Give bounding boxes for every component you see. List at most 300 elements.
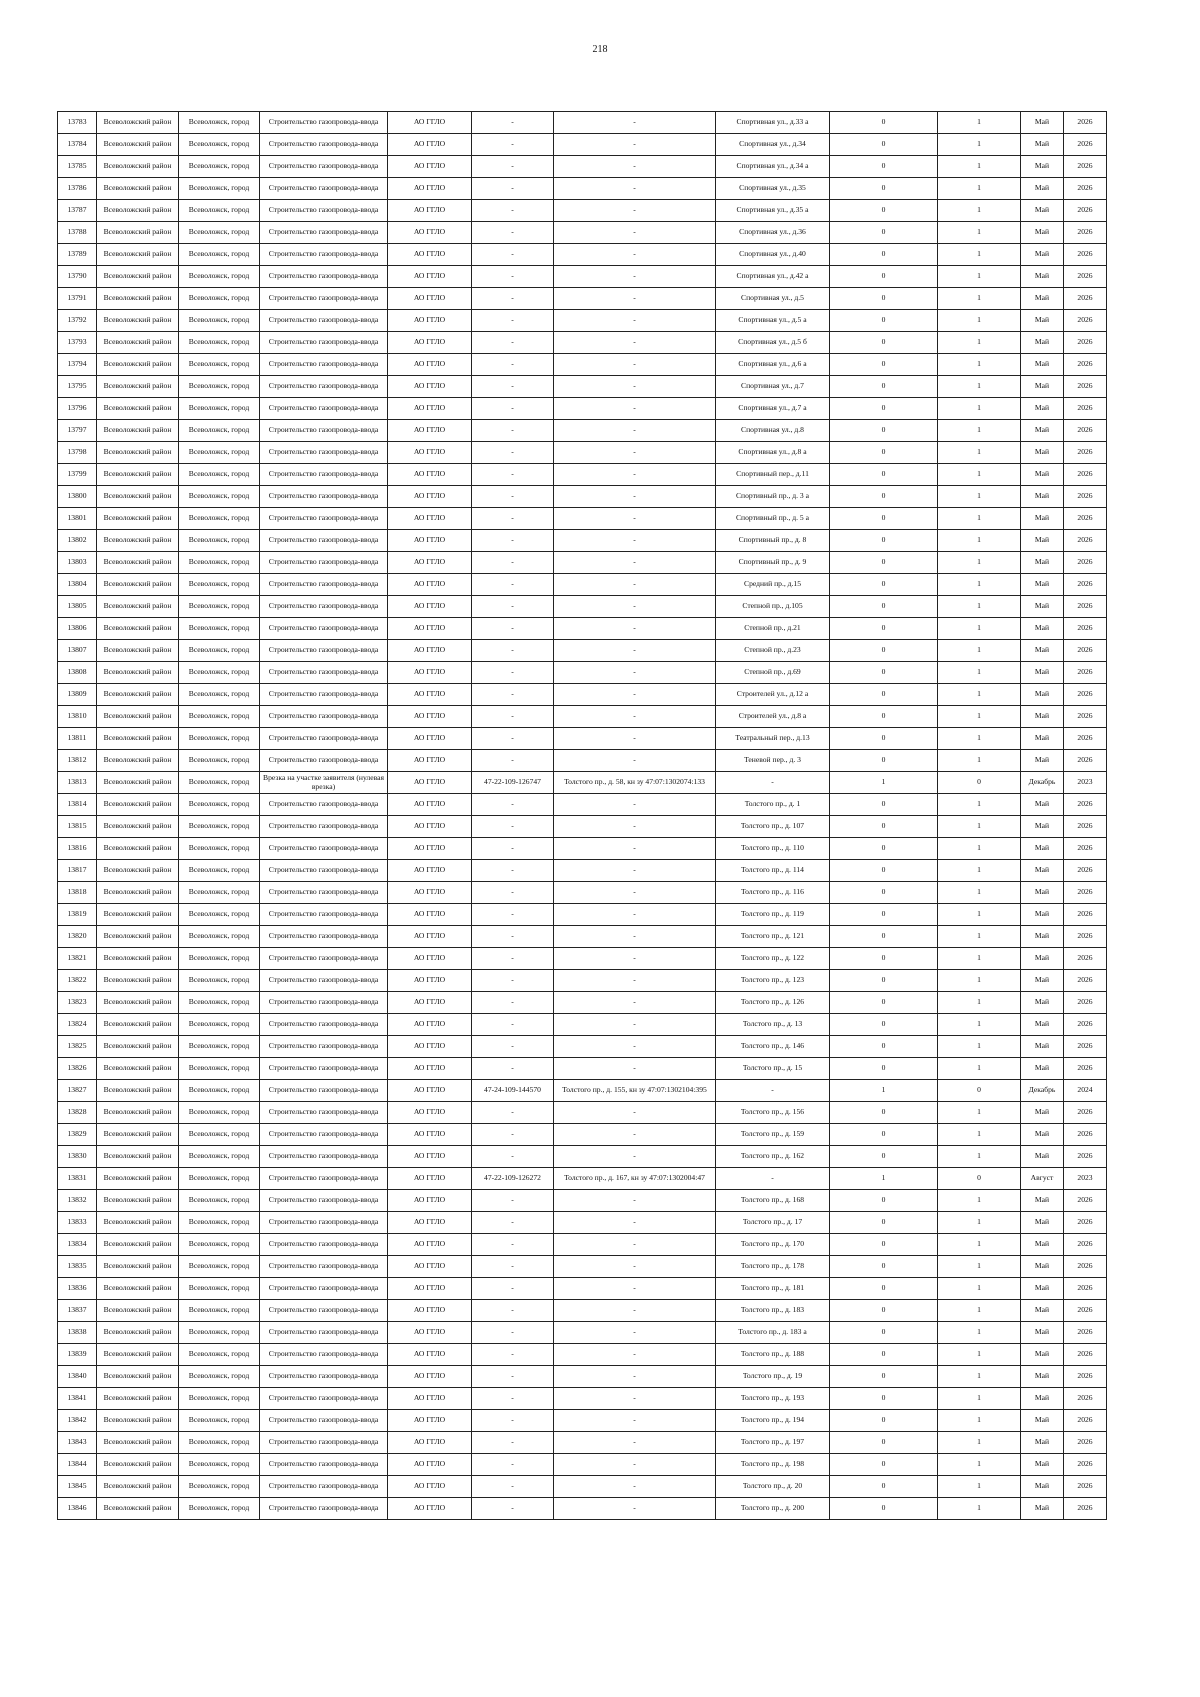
address-cell: Толстого пр., д. 121 <box>716 926 830 948</box>
table-row <box>58 1190 1107 1212</box>
count-cell-b: 1 <box>938 354 1021 376</box>
address-cell: Толстого пр., д. 183 а <box>716 1322 830 1344</box>
count-cell-a: 0 <box>830 178 938 200</box>
organization-cell: АО ГГЛО <box>388 1322 472 1344</box>
application-number-cell: - <box>472 178 554 200</box>
address-cell: Спортивная ул., д.8 <box>716 420 830 442</box>
month-cell: Декабрь <box>1021 772 1064 794</box>
row-number: 13815 <box>58 816 97 838</box>
organization-cell: АО ГГЛО <box>388 706 472 728</box>
table-row <box>58 552 1107 574</box>
count-cell-b: 1 <box>938 1256 1021 1278</box>
district-cell: Всеволожский район <box>97 816 179 838</box>
count-cell-b: 1 <box>938 618 1021 640</box>
work-type-cell: Строительство газопровода-ввода <box>260 1388 388 1410</box>
row-number: 13791 <box>58 288 97 310</box>
count-cell-b: 1 <box>938 134 1021 156</box>
settlement-cell: Всеволожск, город <box>179 596 260 618</box>
month-cell: Май <box>1021 618 1064 640</box>
application-number-cell: - <box>472 860 554 882</box>
count-cell-b: 1 <box>938 464 1021 486</box>
district-cell: Всеволожский район <box>97 244 179 266</box>
count-cell-b: 1 <box>938 1146 1021 1168</box>
organization-cell: АО ГГЛО <box>388 112 472 134</box>
row-number: 13799 <box>58 464 97 486</box>
application-number-cell: - <box>472 1058 554 1080</box>
address-cell: Толстого пр., д. 181 <box>716 1278 830 1300</box>
address-cell: Толстого пр., д. 162 <box>716 1146 830 1168</box>
district-cell: Всеволожский район <box>97 112 179 134</box>
object-cell: - <box>554 1256 716 1278</box>
work-type-cell: Строительство газопровода-ввода <box>260 706 388 728</box>
month-cell: Май <box>1021 1102 1064 1124</box>
count-cell-a: 0 <box>830 1344 938 1366</box>
month-cell: Май <box>1021 904 1064 926</box>
table-row <box>58 112 1107 134</box>
month-cell: Май <box>1021 1212 1064 1234</box>
month-cell: Май <box>1021 574 1064 596</box>
organization-cell: АО ГГЛО <box>388 1124 472 1146</box>
address-cell: Толстого пр., д. 168 <box>716 1190 830 1212</box>
row-number: 13836 <box>58 1278 97 1300</box>
row-number: 13787 <box>58 200 97 222</box>
object-cell: - <box>554 420 716 442</box>
row-number: 13788 <box>58 222 97 244</box>
settlement-cell: Всеволожск, город <box>179 706 260 728</box>
count-cell-b: 1 <box>938 574 1021 596</box>
count-cell-a: 0 <box>830 222 938 244</box>
year-cell: 2026 <box>1064 200 1107 222</box>
address-cell: Толстого пр., д. 15 <box>716 1058 830 1080</box>
month-cell: Май <box>1021 1410 1064 1432</box>
work-type-cell: Строительство газопровода-ввода <box>260 992 388 1014</box>
month-cell: Май <box>1021 1256 1064 1278</box>
application-number-cell: - <box>472 728 554 750</box>
row-number: 13840 <box>58 1366 97 1388</box>
year-cell: 2026 <box>1064 332 1107 354</box>
settlement-cell: Всеволожск, город <box>179 1432 260 1454</box>
address-cell: Толстого пр., д. 194 <box>716 1410 830 1432</box>
work-type-cell: Строительство газопровода-ввода <box>260 1014 388 1036</box>
object-cell: - <box>554 1212 716 1234</box>
settlement-cell: Всеволожск, город <box>179 244 260 266</box>
row-number: 13789 <box>58 244 97 266</box>
object-cell: - <box>554 288 716 310</box>
application-number-cell: - <box>472 750 554 772</box>
month-cell: Май <box>1021 926 1064 948</box>
organization-cell: АО ГГЛО <box>388 574 472 596</box>
organization-cell: АО ГГЛО <box>388 178 472 200</box>
settlement-cell: Всеволожск, город <box>179 640 260 662</box>
work-type-cell: Строительство газопровода-ввода <box>260 1212 388 1234</box>
year-cell: 2026 <box>1064 640 1107 662</box>
address-cell: Спортивная ул., д.5 б <box>716 332 830 354</box>
address-cell: Толстого пр., д. 19 <box>716 1366 830 1388</box>
table-row <box>58 1300 1107 1322</box>
district-cell: Всеволожский район <box>97 1124 179 1146</box>
object-cell: - <box>554 134 716 156</box>
work-type-cell: Строительство газопровода-ввода <box>260 552 388 574</box>
table-row <box>58 1234 1107 1256</box>
count-cell-a: 0 <box>830 1256 938 1278</box>
count-cell-b: 1 <box>938 662 1021 684</box>
application-number-cell: - <box>472 310 554 332</box>
row-number: 13826 <box>58 1058 97 1080</box>
row-number: 13816 <box>58 838 97 860</box>
district-cell: Всеволожский район <box>97 618 179 640</box>
count-cell-b: 1 <box>938 1014 1021 1036</box>
application-number-cell: - <box>472 618 554 640</box>
row-number: 13814 <box>58 794 97 816</box>
district-cell: Всеволожский район <box>97 464 179 486</box>
address-cell: Средний пр., д.15 <box>716 574 830 596</box>
settlement-cell: Всеволожск, город <box>179 552 260 574</box>
month-cell: Май <box>1021 1124 1064 1146</box>
month-cell: Май <box>1021 1036 1064 1058</box>
application-number-cell: - <box>472 882 554 904</box>
count-cell-a: 0 <box>830 266 938 288</box>
settlement-cell: Всеволожск, город <box>179 728 260 750</box>
row-number: 13801 <box>58 508 97 530</box>
work-type-cell: Строительство газопровода-ввода <box>260 1102 388 1124</box>
object-cell: - <box>554 200 716 222</box>
count-cell-a: 0 <box>830 882 938 904</box>
count-cell-b: 1 <box>938 1476 1021 1498</box>
count-cell-b: 1 <box>938 816 1021 838</box>
count-cell-a: 0 <box>830 1454 938 1476</box>
address-cell: Толстого пр., д. 183 <box>716 1300 830 1322</box>
count-cell-a: 0 <box>830 618 938 640</box>
organization-cell: АО ГГЛО <box>388 464 472 486</box>
year-cell: 2026 <box>1064 508 1107 530</box>
application-number-cell: - <box>472 1388 554 1410</box>
district-cell: Всеволожский район <box>97 1476 179 1498</box>
month-cell: Май <box>1021 684 1064 706</box>
count-cell-b: 1 <box>938 552 1021 574</box>
count-cell-a: 0 <box>830 112 938 134</box>
application-number-cell: - <box>472 1322 554 1344</box>
table-row <box>58 310 1107 332</box>
application-number-cell: - <box>472 134 554 156</box>
month-cell: Май <box>1021 838 1064 860</box>
object-cell: - <box>554 1476 716 1498</box>
work-type-cell: Строительство газопровода-ввода <box>260 618 388 640</box>
settlement-cell: Всеволожск, город <box>179 574 260 596</box>
settlement-cell: Всеволожск, город <box>179 1014 260 1036</box>
work-type-cell: Строительство газопровода-ввода <box>260 156 388 178</box>
settlement-cell: Всеволожск, город <box>179 354 260 376</box>
count-cell-a: 0 <box>830 1146 938 1168</box>
count-cell-b: 1 <box>938 1102 1021 1124</box>
year-cell: 2026 <box>1064 816 1107 838</box>
row-number: 13818 <box>58 882 97 904</box>
count-cell-a: 0 <box>830 244 938 266</box>
settlement-cell: Всеволожск, город <box>179 1212 260 1234</box>
month-cell: Май <box>1021 156 1064 178</box>
count-cell-b: 1 <box>938 1432 1021 1454</box>
object-cell: - <box>554 1278 716 1300</box>
district-cell: Всеволожский район <box>97 1036 179 1058</box>
count-cell-a: 0 <box>830 420 938 442</box>
organization-cell: АО ГГЛО <box>388 1388 472 1410</box>
address-cell: Толстого пр., д. 1 <box>716 794 830 816</box>
count-cell-a: 0 <box>830 750 938 772</box>
object-cell: - <box>554 1300 716 1322</box>
month-cell: Май <box>1021 442 1064 464</box>
address-cell: Толстого пр., д. 114 <box>716 860 830 882</box>
district-cell: Всеволожский район <box>97 1322 179 1344</box>
address-cell: Спортивная ул., д.6 а <box>716 354 830 376</box>
district-cell: Всеволожский район <box>97 838 179 860</box>
month-cell: Май <box>1021 1014 1064 1036</box>
district-cell: Всеволожский район <box>97 772 179 794</box>
table-row <box>58 178 1107 200</box>
settlement-cell: Всеволожск, город <box>179 508 260 530</box>
row-number: 13824 <box>58 1014 97 1036</box>
application-number-cell: - <box>472 948 554 970</box>
year-cell: 2026 <box>1064 1344 1107 1366</box>
organization-cell: АО ГГЛО <box>388 530 472 552</box>
district-cell: Всеволожский район <box>97 288 179 310</box>
month-cell: Май <box>1021 882 1064 904</box>
count-cell-b: 1 <box>938 244 1021 266</box>
count-cell-b: 1 <box>938 112 1021 134</box>
application-number-cell: - <box>472 926 554 948</box>
work-type-cell: Строительство газопровода-ввода <box>260 134 388 156</box>
count-cell-a: 0 <box>830 486 938 508</box>
organization-cell: АО ГГЛО <box>388 816 472 838</box>
year-cell: 2026 <box>1064 970 1107 992</box>
year-cell: 2026 <box>1064 662 1107 684</box>
district-cell: Всеволожский район <box>97 1278 179 1300</box>
organization-cell: АО ГГЛО <box>388 134 472 156</box>
organization-cell: АО ГГЛО <box>388 882 472 904</box>
object-cell: - <box>554 486 716 508</box>
year-cell: 2026 <box>1064 1190 1107 1212</box>
work-type-cell: Строительство газопровода-ввода <box>260 684 388 706</box>
page-number: 218 <box>592 44 608 55</box>
table-row <box>58 772 1107 794</box>
object-cell: - <box>554 640 716 662</box>
count-cell-a: 0 <box>830 1014 938 1036</box>
table-row <box>58 948 1107 970</box>
district-cell: Всеволожский район <box>97 354 179 376</box>
table-row <box>58 728 1107 750</box>
address-cell: Толстого пр., д. 20 <box>716 1476 830 1498</box>
row-number: 13838 <box>58 1322 97 1344</box>
settlement-cell: Всеволожск, город <box>179 1124 260 1146</box>
table-row <box>58 1124 1107 1146</box>
count-cell-a: 0 <box>830 464 938 486</box>
count-cell-a: 0 <box>830 816 938 838</box>
work-type-cell: Строительство газопровода-ввода <box>260 662 388 684</box>
work-type-cell: Строительство газопровода-ввода <box>260 530 388 552</box>
year-cell: 2026 <box>1064 882 1107 904</box>
row-number: 13810 <box>58 706 97 728</box>
organization-cell: АО ГГЛО <box>388 1058 472 1080</box>
year-cell: 2026 <box>1064 1410 1107 1432</box>
row-number: 13839 <box>58 1344 97 1366</box>
year-cell: 2026 <box>1064 750 1107 772</box>
work-type-cell: Строительство газопровода-ввода <box>260 486 388 508</box>
table-row <box>58 1322 1107 1344</box>
year-cell: 2026 <box>1064 1124 1107 1146</box>
row-number: 13807 <box>58 640 97 662</box>
settlement-cell: Всеволожск, город <box>179 442 260 464</box>
count-cell-b: 1 <box>938 1410 1021 1432</box>
year-cell: 2026 <box>1064 948 1107 970</box>
month-cell: Май <box>1021 332 1064 354</box>
organization-cell: АО ГГЛО <box>388 222 472 244</box>
count-cell-a: 0 <box>830 640 938 662</box>
district-cell: Всеволожский район <box>97 1300 179 1322</box>
application-number-cell: - <box>472 244 554 266</box>
table-row <box>58 508 1107 530</box>
settlement-cell: Всеволожск, город <box>179 420 260 442</box>
work-type-cell: Строительство газопровода-ввода <box>260 398 388 420</box>
count-cell-a: 0 <box>830 574 938 596</box>
settlement-cell: Всеволожск, город <box>179 288 260 310</box>
table-row <box>58 1344 1107 1366</box>
address-cell: Толстого пр., д. 17 <box>716 1212 830 1234</box>
district-cell: Всеволожский район <box>97 574 179 596</box>
count-cell-a: 0 <box>830 376 938 398</box>
count-cell-b: 1 <box>938 1190 1021 1212</box>
row-number: 13802 <box>58 530 97 552</box>
work-type-cell: Строительство газопровода-ввода <box>260 904 388 926</box>
work-type-cell: Строительство газопровода-ввода <box>260 1498 388 1520</box>
organization-cell: АО ГГЛО <box>388 948 472 970</box>
address-cell: Спортивный пр., д. 9 <box>716 552 830 574</box>
object-cell: - <box>554 882 716 904</box>
month-cell: Май <box>1021 398 1064 420</box>
count-cell-b: 1 <box>938 288 1021 310</box>
organization-cell: АО ГГЛО <box>388 618 472 640</box>
settlement-cell: Всеволожск, город <box>179 1454 260 1476</box>
address-cell: Толстого пр., д. 170 <box>716 1234 830 1256</box>
district-cell: Всеволожский район <box>97 1498 179 1520</box>
object-cell: - <box>554 222 716 244</box>
settlement-cell: Всеволожск, город <box>179 310 260 332</box>
address-cell: Толстого пр., д. 159 <box>716 1124 830 1146</box>
table-row <box>58 1454 1107 1476</box>
table-row <box>58 1146 1107 1168</box>
application-number-cell: - <box>472 794 554 816</box>
work-type-cell: Строительство газопровода-ввода <box>260 442 388 464</box>
address-cell: Толстого пр., д. 178 <box>716 1256 830 1278</box>
work-type-cell: Строительство газопровода-ввода <box>260 332 388 354</box>
year-cell: 2026 <box>1064 794 1107 816</box>
application-number-cell: - <box>472 464 554 486</box>
address-cell: Спортивный пр., д. 8 <box>716 530 830 552</box>
table-row <box>58 618 1107 640</box>
work-type-cell: Строительство газопровода-ввода <box>260 596 388 618</box>
month-cell: Май <box>1021 1234 1064 1256</box>
settlement-cell: Всеволожск, город <box>179 486 260 508</box>
district-cell: Всеволожский район <box>97 1410 179 1432</box>
object-cell: - <box>554 662 716 684</box>
application-number-cell: - <box>472 398 554 420</box>
year-cell: 2026 <box>1064 904 1107 926</box>
table-row <box>58 1256 1107 1278</box>
year-cell: 2026 <box>1064 310 1107 332</box>
application-number-cell: - <box>472 1234 554 1256</box>
settlement-cell: Всеволожск, город <box>179 1058 260 1080</box>
object-cell: - <box>554 618 716 640</box>
count-cell-a: 0 <box>830 1102 938 1124</box>
application-number-cell: - <box>472 1102 554 1124</box>
count-cell-a: 0 <box>830 662 938 684</box>
application-number-cell: - <box>472 530 554 552</box>
address-cell: Спортивный пер., д.11 <box>716 464 830 486</box>
application-number-cell: - <box>472 1036 554 1058</box>
settlement-cell: Всеволожск, город <box>179 1080 260 1102</box>
address-cell: Спортивная ул., д.40 <box>716 244 830 266</box>
organization-cell: АО ГГЛО <box>388 1410 472 1432</box>
count-cell-b: 1 <box>938 200 1021 222</box>
object-cell: - <box>554 1102 716 1124</box>
row-number: 13843 <box>58 1432 97 1454</box>
year-cell: 2026 <box>1064 156 1107 178</box>
district-cell: Всеволожский район <box>97 860 179 882</box>
object-cell: - <box>554 992 716 1014</box>
year-cell: 2026 <box>1064 244 1107 266</box>
address-cell: Спортивная ул., д.34 <box>716 134 830 156</box>
year-cell: 2026 <box>1064 266 1107 288</box>
row-number: 13798 <box>58 442 97 464</box>
table-row <box>58 222 1107 244</box>
month-cell: Май <box>1021 1322 1064 1344</box>
application-number-cell: 47-22-109-126747 <box>472 772 554 794</box>
settlement-cell: Всеволожск, город <box>179 684 260 706</box>
object-cell: - <box>554 1432 716 1454</box>
settlement-cell: Всеволожск, город <box>179 772 260 794</box>
count-cell-b: 1 <box>938 1454 1021 1476</box>
month-cell: Май <box>1021 1190 1064 1212</box>
work-type-cell: Строительство газопровода-ввода <box>260 200 388 222</box>
count-cell-b: 1 <box>938 1124 1021 1146</box>
row-number: 13803 <box>58 552 97 574</box>
district-cell: Всеволожский район <box>97 640 179 662</box>
object-cell: - <box>554 552 716 574</box>
organization-cell: АО ГГЛО <box>388 486 472 508</box>
table-row <box>58 640 1107 662</box>
count-cell-a: 0 <box>830 684 938 706</box>
settlement-cell: Всеволожск, город <box>179 750 260 772</box>
object-cell: - <box>554 926 716 948</box>
organization-cell: АО ГГЛО <box>388 398 472 420</box>
table-row <box>58 464 1107 486</box>
table-row <box>58 1366 1107 1388</box>
month-cell: Май <box>1021 860 1064 882</box>
table-row <box>58 1058 1107 1080</box>
month-cell: Май <box>1021 794 1064 816</box>
count-cell-b: 1 <box>938 1344 1021 1366</box>
organization-cell: АО ГГЛО <box>388 1036 472 1058</box>
object-cell: - <box>554 1344 716 1366</box>
year-cell: 2026 <box>1064 1036 1107 1058</box>
organization-cell: АО ГГЛО <box>388 1080 472 1102</box>
table-row <box>58 838 1107 860</box>
district-cell: Всеволожский район <box>97 376 179 398</box>
row-number: 13786 <box>58 178 97 200</box>
count-cell-b: 1 <box>938 442 1021 464</box>
table-row <box>58 486 1107 508</box>
work-type-cell: Строительство газопровода-ввода <box>260 970 388 992</box>
month-cell: Май <box>1021 486 1064 508</box>
organization-cell: АО ГГЛО <box>388 1256 472 1278</box>
year-cell: 2026 <box>1064 992 1107 1014</box>
